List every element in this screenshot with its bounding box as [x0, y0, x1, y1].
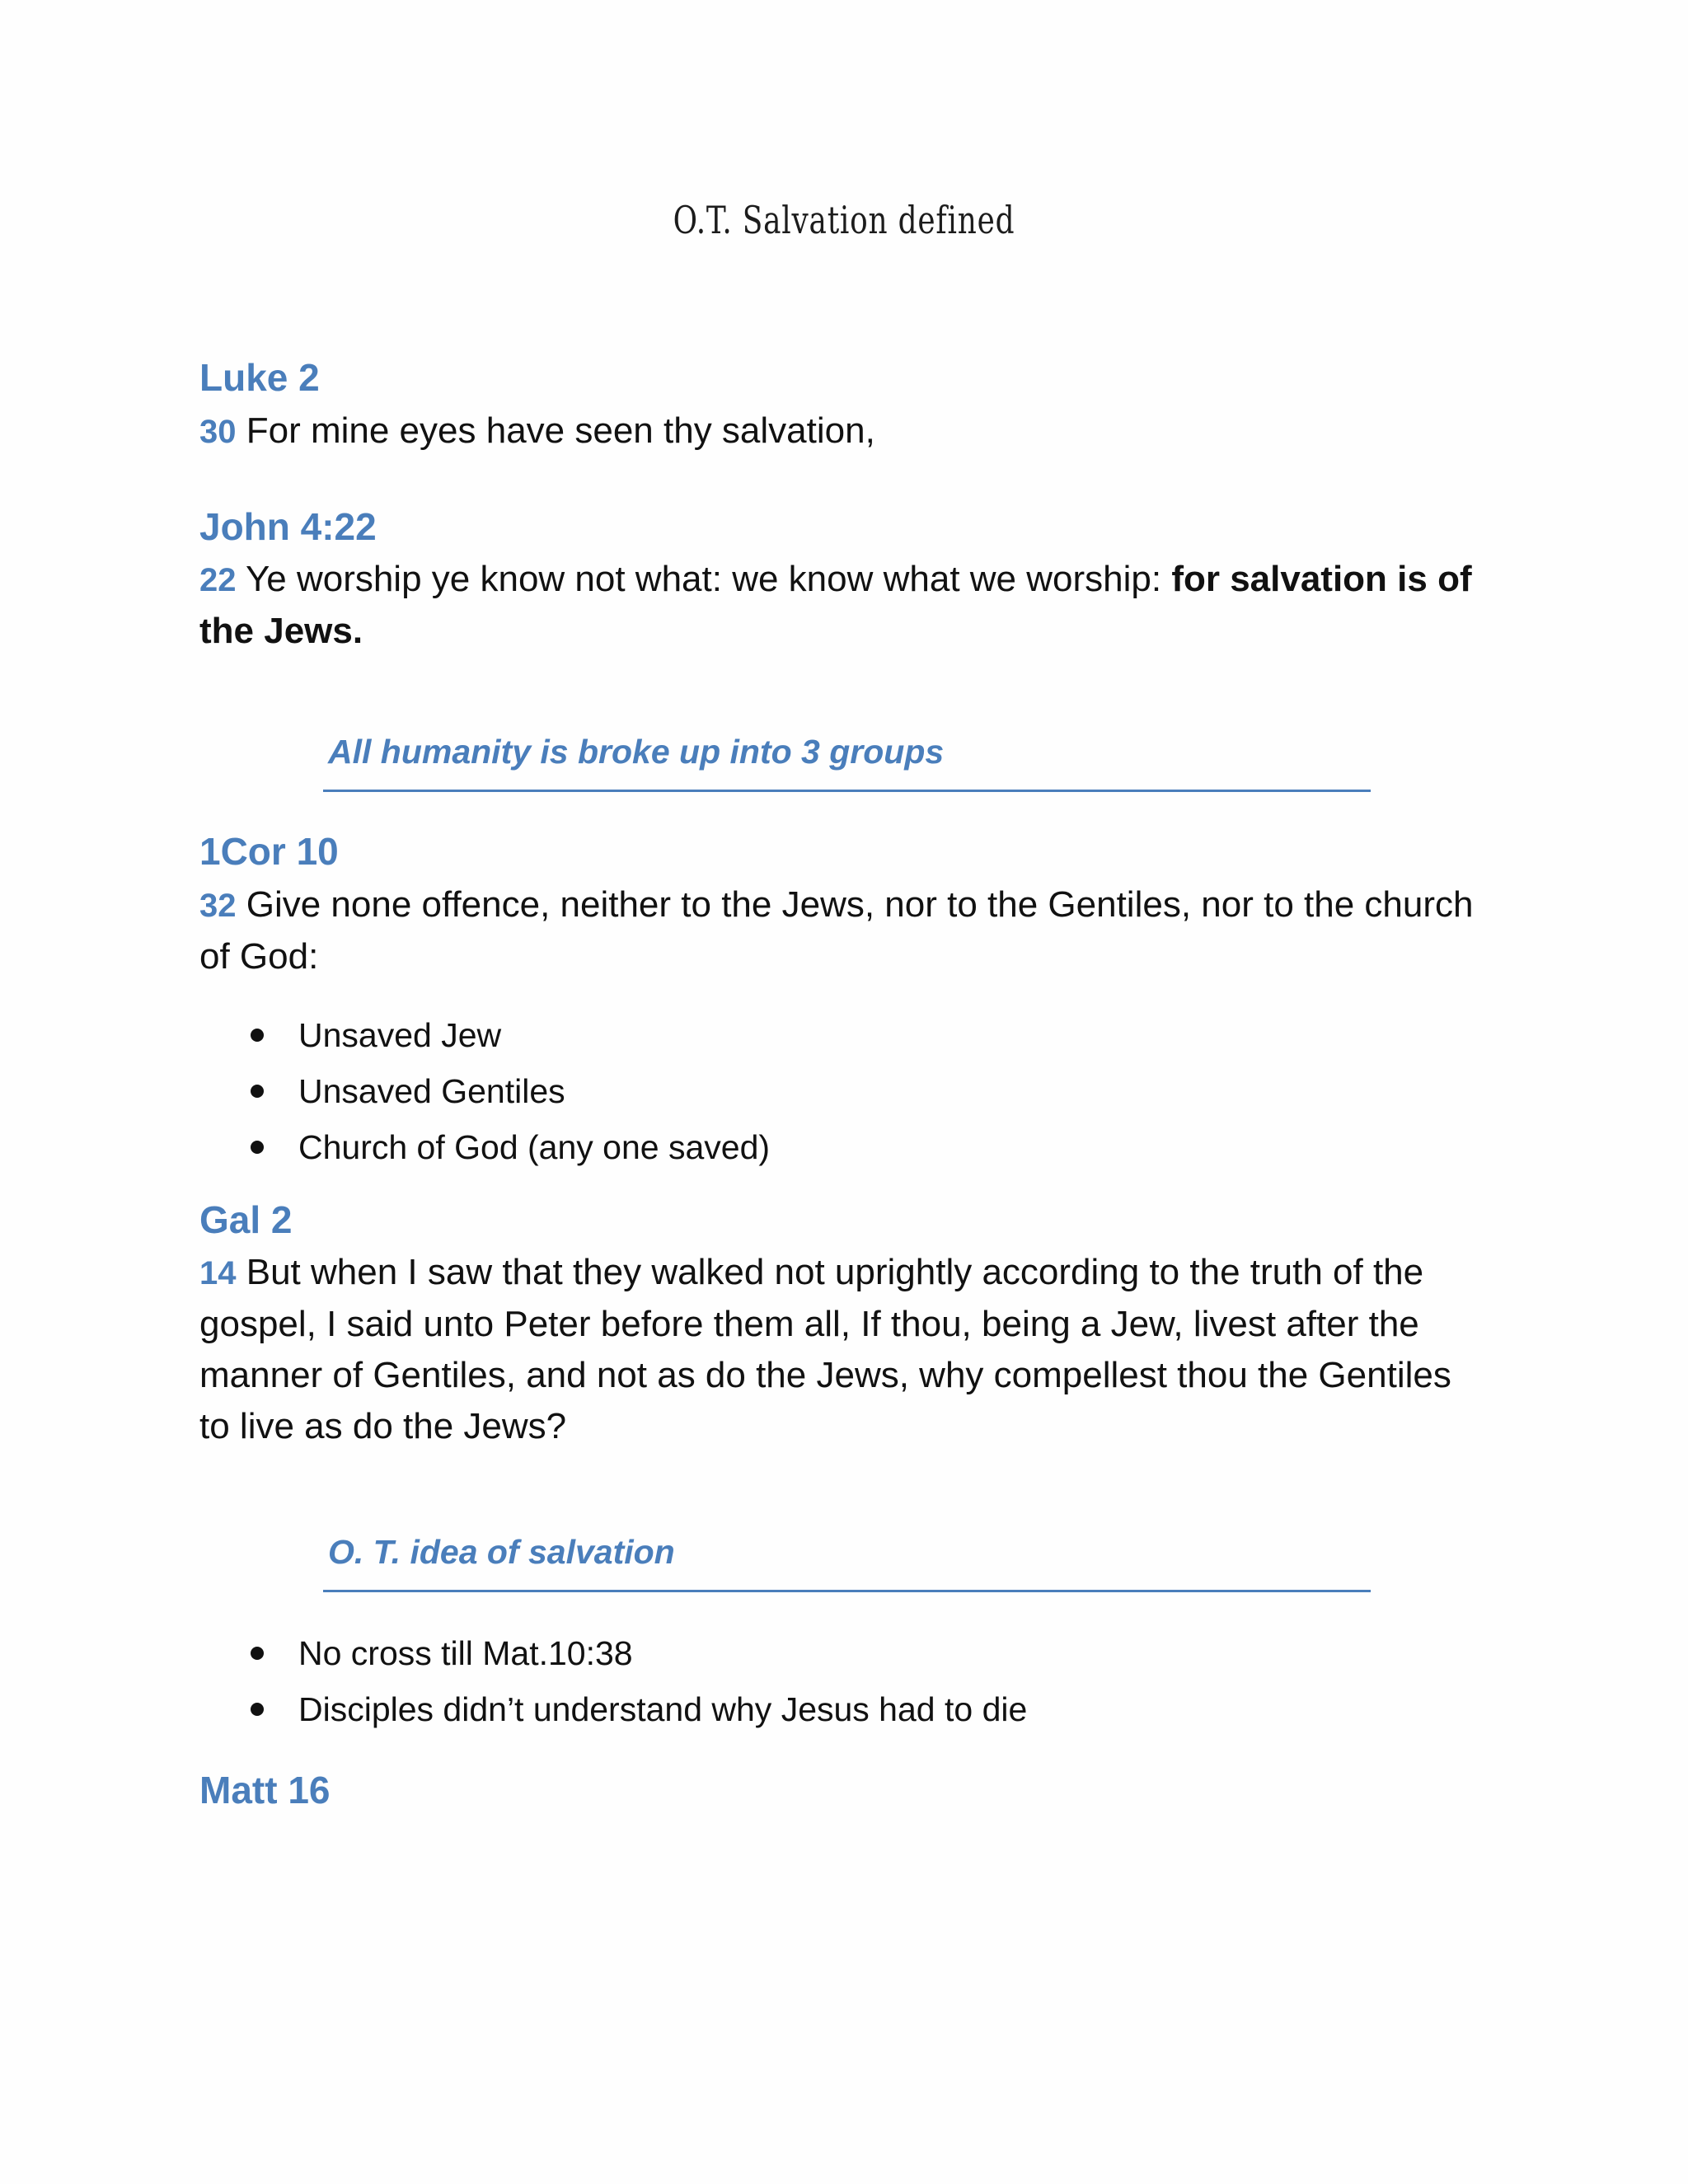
verse: [199, 1247, 1485, 1452]
bullet-list: [199, 1625, 1485, 1737]
verse-text: For mine eyes have seen thy salvation,: [246, 410, 875, 451]
document-body: [199, 354, 1485, 1815]
list-item: Unsaved Jew: [199, 1007, 1485, 1063]
verse-emphasis: for salvation is of the Jews.: [199, 559, 1472, 651]
reference-heading: Gal 2: [199, 1197, 293, 1241]
verse-text: Ye worship ye know not what: we know what we worship:: [245, 559, 1172, 599]
verse: [199, 405, 1485, 457]
verse: [199, 879, 1485, 982]
list-item: Disciples didn’t understand why Jesus had to die: [199, 1681, 1485, 1737]
reference-heading: 1Cor 10: [199, 830, 339, 873]
bullet-icon: [251, 1029, 264, 1042]
section-luke: [199, 354, 1485, 457]
reference-heading: John 4:22: [199, 504, 377, 548]
document-title: O.T. Salvation defined: [673, 198, 1015, 242]
verse-number: 32: [199, 887, 237, 924]
reference-heading: Matt 16: [199, 1769, 331, 1811]
verse: [199, 554, 1485, 657]
verse-number: 30: [199, 413, 237, 450]
section-label-groups: All humanity is broke up into 3 groups: [323, 733, 1371, 792]
verse-number: 14: [199, 1255, 237, 1291]
reference-heading: Luke 2: [199, 356, 320, 399]
section-matt: [199, 1767, 1485, 1815]
section-label-ot-idea: O. T. idea of salvation: [323, 1533, 1371, 1592]
bullet-list: [199, 1007, 1485, 1175]
verse-number: 22: [199, 562, 237, 598]
bullet-icon: [251, 1647, 264, 1660]
section-gal: [199, 1197, 1485, 1453]
verse-text: Give none offence, neither to the Jews, nor to the Gentiles, nor to the church of God:: [199, 883, 1474, 977]
bullet-icon: [251, 1703, 264, 1716]
verse-text: But when I saw that they walked not uprightly according to the truth of the gospel, I said unto Peter before them all, If thou, being a Jew, livest after the manner of Gentiles, and not as do the Jews, why compellest thou the Gentiles to live as do the Jews?: [199, 1252, 1451, 1446]
bullet-icon: [251, 1141, 264, 1154]
section-john: [199, 504, 1485, 658]
section-1cor: [199, 828, 1485, 1175]
list-item: Church of God (any one saved): [199, 1119, 1485, 1175]
list-item: Unsaved Gentiles: [199, 1063, 1485, 1119]
list-item: No cross till Mat.10:38: [199, 1625, 1485, 1681]
bullet-icon: [251, 1085, 264, 1098]
